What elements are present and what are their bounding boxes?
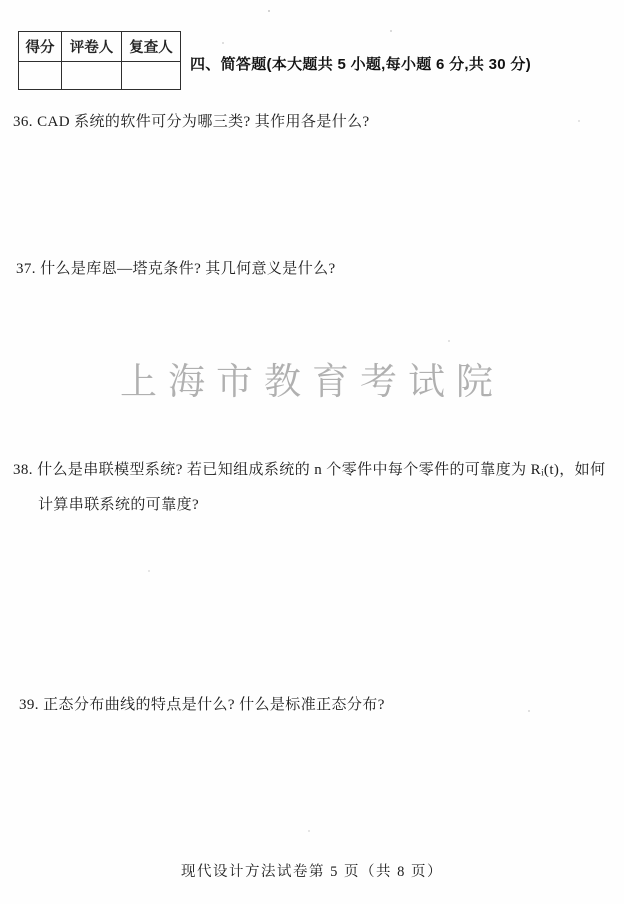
question-37: 37. 什么是库恩—塔克条件? 其几何意义是什么? — [16, 261, 336, 277]
section-heading: 四、简答题(本大题共 5 小题,每小题 6 分,共 30 分) — [190, 56, 532, 73]
scan-noise-speck — [268, 10, 270, 12]
score-value-cell — [19, 62, 62, 90]
page-footer: 现代设计方法试卷第 5 页（共 8 页） — [181, 864, 443, 880]
watermark: 上海市教育考试院 — [120, 362, 504, 403]
score-table-value-row — [19, 62, 181, 90]
score-table — [18, 31, 181, 90]
question-36: 36. CAD 系统的软件可分为哪三类? 其作用各是什么? — [13, 114, 370, 130]
score-table-header-row — [19, 32, 181, 62]
grader-header-cell: 评卷人 — [62, 32, 122, 62]
grader-value-cell — [62, 62, 122, 90]
question-38-line2: 计算串联系统的可靠度? — [38, 497, 200, 513]
question-39: 39. 正态分布曲线的特点是什么? 什么是标准正态分布? — [19, 697, 385, 713]
checker-header-cell: 复查人 — [122, 32, 181, 62]
question-38-line1: 38. 什么是串联模型系统? 若已知组成系统的 n 个零件中每个零件的可靠度为 Rᵢ(t)，如何 — [13, 462, 606, 478]
checker-value-cell — [122, 62, 181, 90]
score-header-cell: 得分 — [19, 32, 62, 62]
